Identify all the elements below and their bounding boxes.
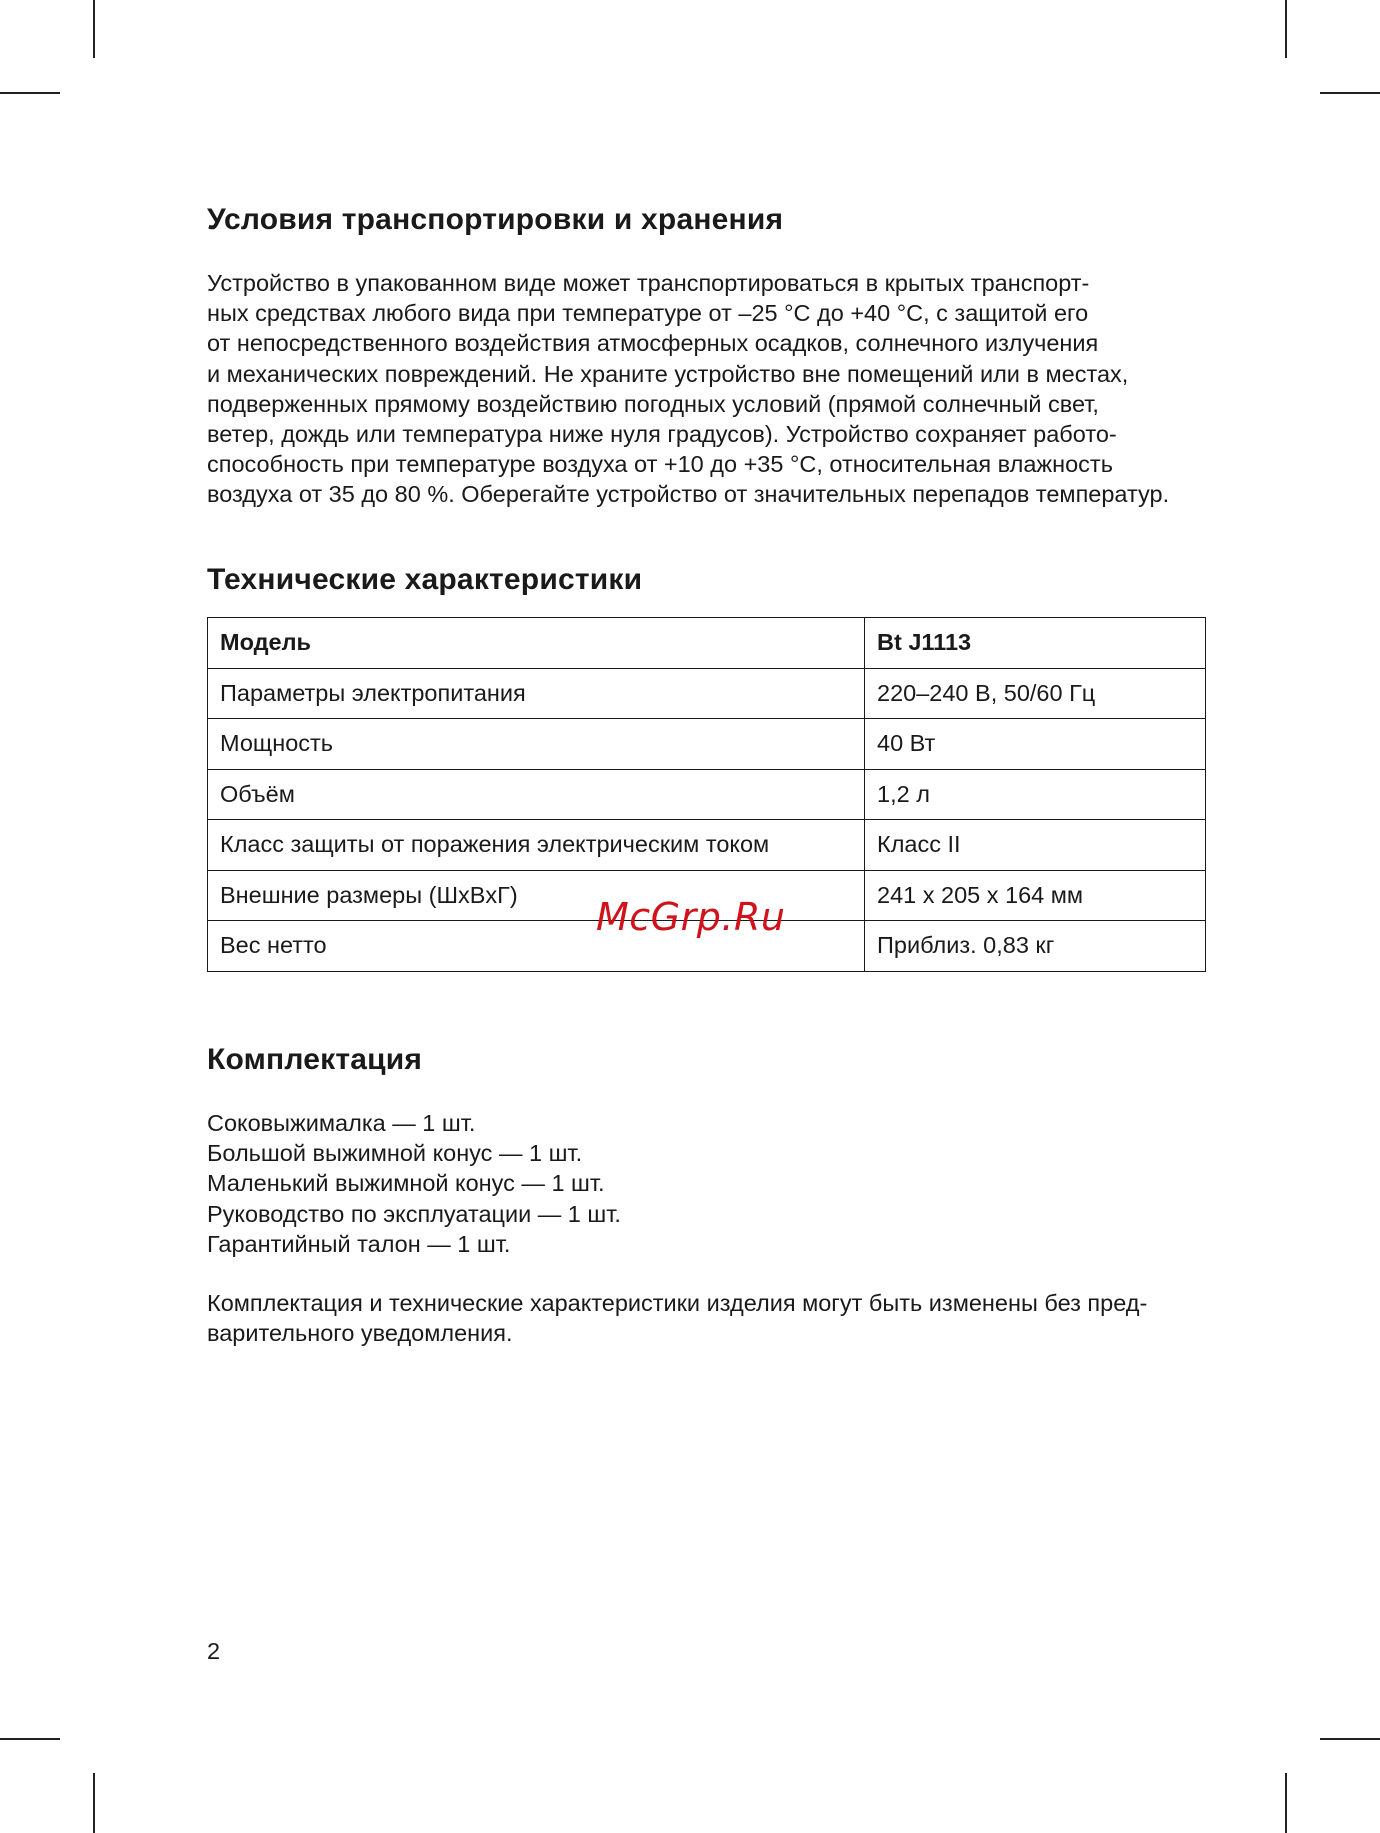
spec-value: 1,2 л (865, 769, 1206, 820)
note-line: варительного уведомления. (207, 1320, 513, 1347)
spec-param: Вес нетто (208, 921, 865, 972)
list-item: Соковыжималка — 1 шт. (207, 1110, 476, 1136)
page-number: 2 (207, 1638, 221, 1664)
crop-mark-top-right-horizontal (1320, 92, 1380, 94)
crop-mark-bottom-right-horizontal (1320, 1738, 1380, 1740)
transport-line: ных средствах любого вида при температуре от –25 °C до +40 °C, с защитой его (207, 300, 1089, 327)
package-note (207, 1288, 1207, 1348)
spec-value: Класс II (865, 820, 1206, 871)
spec-param: Объём (208, 769, 865, 820)
specs-heading: Технические характеристики (207, 563, 643, 596)
transport-line: подверженных прямому воздействию погодных условий (прямой солнечный свет, (207, 390, 1099, 417)
package-heading: Комплектация (207, 1043, 423, 1076)
spec-value: 40 Вт (865, 719, 1206, 770)
list-item: Большой выжимной конус — 1 шт. (207, 1140, 583, 1167)
transport-line: способность при температуре воздуха от +10 до +35 °C, относительная влажность (207, 451, 1113, 478)
spec-param: Внешние размеры (ШxВxГ) (208, 870, 865, 921)
transport-line: и механических повреждений. Не храните устройство вне помещений или в местах, (207, 360, 1129, 387)
transport-line: воздуха от 35 до 80 %. Оберегайте устройство от значительных перепадов температур. (207, 481, 1170, 508)
crop-mark-top-right-vertical (1285, 0, 1287, 58)
crop-mark-bottom-left-vertical (93, 1773, 95, 1833)
spec-value: Приблиз. 0,83 кг (865, 921, 1206, 972)
list-item: Маленький выжимной конус — 1 шт. (207, 1170, 605, 1197)
spec-param: Параметры электропитания (208, 668, 865, 719)
transport-paragraph (207, 268, 1207, 510)
table-row (208, 618, 1206, 669)
list-item: Гарантийный талон — 1 шт. (207, 1230, 511, 1257)
table-row (208, 719, 1206, 770)
spec-param: Мощность (208, 719, 865, 770)
crop-mark-top-left-horizontal (0, 92, 60, 94)
transport-line: Устройство в упакованном виде может транспортироваться в крытых транспорт- (207, 270, 1090, 296)
crop-mark-bottom-left-horizontal (0, 1738, 60, 1740)
spec-value: 220–240 В, 50/60 Гц (865, 668, 1206, 719)
transport-heading: Условия транспортировки и хранения (207, 203, 784, 236)
package-list (207, 1108, 621, 1259)
transport-line: от непосредственного воздействия атмосферных осадков, солнечного излучения (207, 330, 1099, 357)
spec-param: Класс защиты от поражения электрическим током (208, 820, 865, 871)
note-line: Комплектация и технические характеристики изделия могут быть изменены без пред- (207, 1290, 1148, 1316)
crop-mark-bottom-right-vertical (1285, 1773, 1287, 1833)
spec-param: Модель (208, 618, 865, 669)
table-row (208, 668, 1206, 719)
list-item: Руководство по эксплуатации — 1 шт. (207, 1200, 621, 1227)
spec-value: 241 x 205 x 164 мм (865, 870, 1206, 921)
table-row (208, 769, 1206, 820)
table-row (208, 820, 1206, 871)
crop-mark-top-left-vertical (93, 0, 95, 58)
watermark: McGrp.Ru (596, 895, 786, 939)
spec-value: Bt J1113 (865, 618, 1206, 669)
transport-line: ветер, дождь или температура ниже нуля градусов). Устройство сохраняет работо- (207, 421, 1117, 448)
